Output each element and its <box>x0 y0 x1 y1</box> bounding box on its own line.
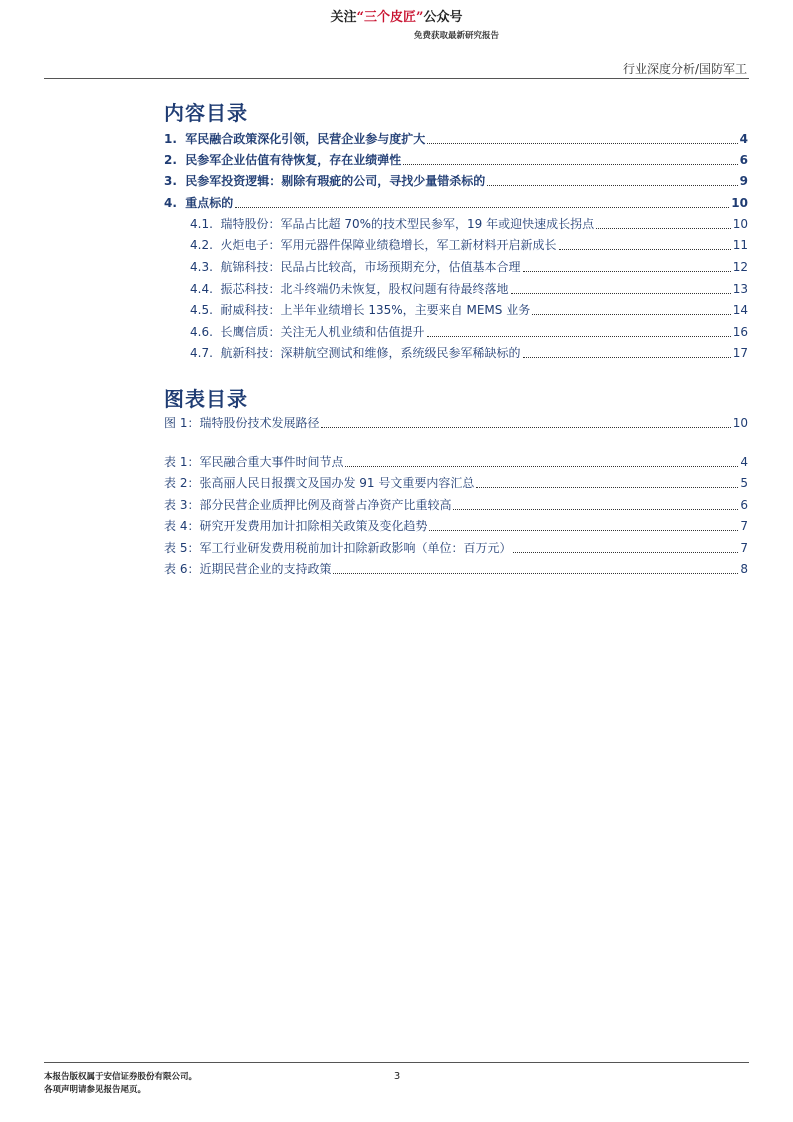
dot-leader <box>476 487 738 488</box>
dot-leader <box>427 143 737 144</box>
dot-leader <box>523 357 731 358</box>
toc-subentry-4-3[interactable]: 4.3. 航锦科技：民品占比较高，市场预期充分，估值基本合理 12 <box>190 260 748 274</box>
dot-leader <box>453 509 738 510</box>
dot-leader <box>235 207 729 208</box>
page-number: 3 <box>393 1071 401 1082</box>
table-entry-4[interactable]: 表 4： 研究开发费用加计扣除相关政策及变化趋势 7 <box>164 519 748 533</box>
table-entry-6[interactable]: 表 6： 近期民营企业的支持政策 8 <box>164 562 748 576</box>
promo-suffix: 公众号 <box>423 10 463 25</box>
toc-subentry-4-6[interactable]: 4.6. 长鹰信质：关注无人机业绩和估值提升 16 <box>190 325 748 339</box>
toc-subentry-4-4[interactable]: 4.4. 振芯科技：北斗终端仍未恢复，股权问题有待最终落地 13 <box>190 282 748 296</box>
promo-subtitle: 免费获取最新研究报告 <box>413 31 499 41</box>
promo-banner <box>0 6 793 41</box>
table-entry-5[interactable]: 表 5： 军工行业研发费用税前加计扣除新政影响（单位：百万元） 7 <box>164 541 748 555</box>
header-category: 行业深度分析/国防军工 <box>622 62 747 76</box>
toc-subentry-4-2[interactable]: 4.2. 火炬电子：军用元器件保障业绩稳增长，军工新材料开启新成长 11 <box>190 238 748 252</box>
header-divider <box>44 78 749 79</box>
dot-leader <box>403 164 737 165</box>
dot-leader <box>427 336 731 337</box>
toc-subentry-4-5[interactable]: 4.5. 耐威科技：上半年业绩增长 135%，主要来自 MEMS 业务 14 <box>190 303 748 317</box>
footer-copyright: 本报告版权属于安信证券股份有限公司。 <box>44 1072 198 1082</box>
dot-leader <box>596 228 731 229</box>
dot-leader <box>513 552 738 553</box>
dot-leader <box>523 271 731 272</box>
promo-prefix: 关注 <box>330 10 357 25</box>
dot-leader <box>333 573 738 574</box>
dot-leader <box>345 466 738 467</box>
toc-subentry-4-7[interactable]: 4.7. 航新科技：深耕航空测试和维修，系统级民参军稀缺标的 17 <box>190 346 748 360</box>
promo-highlight: “三个皮匠” <box>356 10 424 25</box>
figure-entry-1[interactable]: 图 1： 瑞特股份技术发展路径 10 <box>164 416 748 430</box>
promo-title <box>0 6 793 25</box>
table-entry-3[interactable]: 表 3： 部分民营企业质押比例及商誉占净资产比重较高 6 <box>164 498 748 512</box>
toc-subentry-4-1[interactable]: 4.1. 瑞特股份：军品占比超 70%的技术型民参军，19 年或迎快速成长拐点 10 <box>190 217 748 231</box>
toc-entry-1[interactable]: 1. 军民融合政策深化引领，民营企业参与度扩大 4 <box>164 132 748 146</box>
dot-leader <box>429 530 738 531</box>
footer-disclaimer: 各项声明请参见报告尾页。 <box>44 1085 147 1095</box>
footer-divider <box>44 1062 749 1063</box>
dot-leader <box>321 427 730 428</box>
toc-entry-3[interactable]: 3. 民参军投资逻辑：剔除有瑕疵的公司，寻找少量错杀标的 9 <box>164 174 748 188</box>
dot-leader <box>559 249 731 250</box>
toc-entry-4[interactable]: 4. 重点标的 10 <box>164 196 748 210</box>
dot-leader <box>532 314 731 315</box>
toc-entry-2[interactable]: 2. 民参军企业估值有待恢复，存在业绩弹性 6 <box>164 153 748 167</box>
toc-heading: 内容目录 <box>164 101 248 125</box>
dot-leader <box>511 293 731 294</box>
table-entry-1[interactable]: 表 1： 军民融合重大事件时间节点 4 <box>164 455 748 469</box>
figure-list-heading: 图表目录 <box>164 387 248 411</box>
table-entry-2[interactable]: 表 2： 张高丽人民日报撰文及国办发 91 号文重要内容汇总 5 <box>164 476 748 490</box>
dot-leader <box>487 185 737 186</box>
